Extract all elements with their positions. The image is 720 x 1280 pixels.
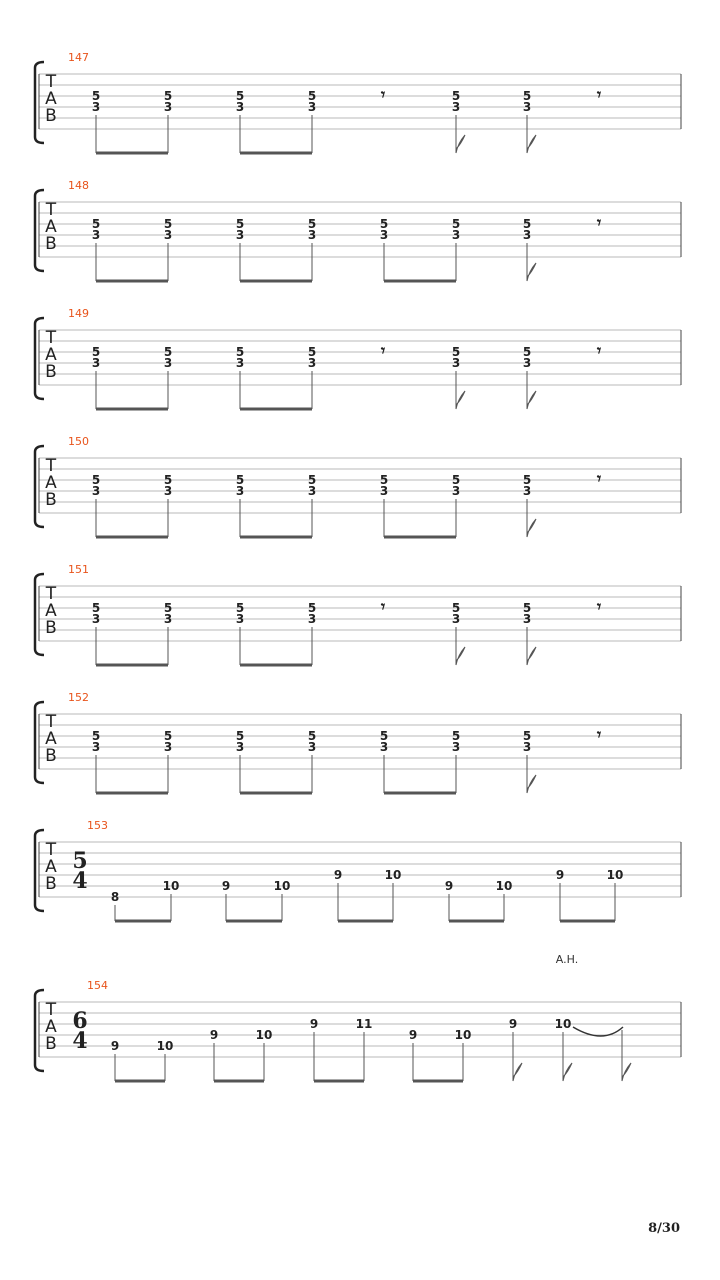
fret-number: 5 (522, 729, 532, 743)
eighth-note-flag (513, 1063, 522, 1081)
tab-clef-letter-a: A (45, 857, 57, 877)
fret-number: 5 (451, 729, 461, 743)
fret-number: 10 (554, 1017, 572, 1031)
fret-number: 3 (91, 484, 101, 498)
fret-number: 9 (209, 1028, 219, 1042)
fret-number: 5 (451, 345, 461, 359)
fret-number: 3 (163, 100, 173, 114)
fret-number: 5 (91, 345, 101, 359)
eighth-note-flag (563, 1063, 572, 1081)
fret-number: 3 (379, 228, 389, 242)
fret-number: 5 (235, 601, 245, 615)
fret-number: 3 (307, 228, 317, 242)
fret-number: 3 (163, 484, 173, 498)
measure-number: 153 (87, 819, 108, 832)
eighth-rest: 𝄾 (596, 597, 602, 616)
artificial-harmonic-label: A.H. (555, 953, 579, 966)
eighth-note-flag (527, 391, 536, 409)
fret-number: 3 (235, 100, 245, 114)
fret-number: 5 (379, 473, 389, 487)
fret-number: 3 (522, 612, 532, 626)
fret-number: 10 (273, 879, 291, 893)
fret-number: 3 (235, 740, 245, 754)
fret-number: 9 (508, 1017, 518, 1031)
fret-number: 9 (333, 868, 343, 882)
measure-number: 154 (87, 979, 108, 992)
tab-clef-letter-a: A (45, 89, 57, 109)
page-number: 8/30 (648, 1221, 680, 1236)
fret-number: 3 (91, 100, 101, 114)
fret-number: 9 (221, 879, 231, 893)
fret-number: 5 (91, 729, 101, 743)
time-signature-top: 5 (72, 848, 88, 874)
tab-clef-letter-t: T (45, 72, 57, 92)
fret-number: 3 (235, 228, 245, 242)
fret-number: 9 (110, 1039, 120, 1053)
fret-number: 5 (91, 89, 101, 103)
fret-number: 5 (522, 89, 532, 103)
fret-number: 5 (163, 601, 173, 615)
tab-clef-letter-b: B (45, 234, 57, 254)
eighth-rest: 𝄾 (380, 341, 386, 360)
fret-number: 3 (163, 228, 173, 242)
fret-number: 9 (555, 868, 565, 882)
measure-number: 150 (68, 435, 89, 448)
eighth-note-flag (527, 775, 536, 793)
fret-number: 10 (384, 868, 402, 882)
fret-number: 5 (379, 729, 389, 743)
fret-number: 3 (307, 740, 317, 754)
measure-number: 151 (68, 563, 89, 576)
eighth-rest: 𝄾 (596, 341, 602, 360)
tab-clef-letter-t: T (45, 328, 57, 348)
fret-number: 3 (451, 356, 461, 370)
measure-number: 149 (68, 307, 89, 320)
fret-number: 3 (451, 612, 461, 626)
fret-number: 3 (522, 356, 532, 370)
fret-number: 3 (307, 356, 317, 370)
fret-number: 5 (451, 217, 461, 231)
fret-number: 5 (379, 217, 389, 231)
fret-number: 3 (91, 356, 101, 370)
eighth-note-flag (456, 135, 465, 153)
eighth-rest: 𝄾 (596, 725, 602, 744)
eighth-rest: 𝄾 (596, 85, 602, 104)
eighth-note-flag (527, 135, 536, 153)
tab-clef-letter-t: T (45, 584, 57, 604)
tab-clef-letter-a: A (45, 473, 57, 493)
tab-clef-letter-a: A (45, 217, 57, 237)
fret-number: 5 (451, 601, 461, 615)
fret-number: 10 (162, 879, 180, 893)
tab-clef-letter-b: B (45, 1034, 57, 1054)
tab-clef-letter-b: B (45, 362, 57, 382)
tab-clef-letter-t: T (45, 712, 57, 732)
fret-number: 5 (307, 473, 317, 487)
tab-clef-letter-a: A (45, 601, 57, 621)
tab-clef-letter-b: B (45, 874, 57, 894)
eighth-note-flag (527, 647, 536, 665)
fret-number: 3 (307, 484, 317, 498)
fret-number: 5 (235, 473, 245, 487)
eighth-rest: 𝄾 (596, 213, 602, 232)
eighth-rest: 𝄾 (380, 597, 386, 616)
fret-number: 10 (454, 1028, 472, 1042)
time-signature-bottom: 4 (72, 868, 88, 894)
fret-number: 9 (444, 879, 454, 893)
fret-number: 3 (379, 740, 389, 754)
eighth-note-flag (456, 391, 465, 409)
time-signature-bottom: 4 (72, 1028, 88, 1054)
fret-number: 5 (451, 89, 461, 103)
fret-number: 3 (451, 228, 461, 242)
fret-number: 11 (355, 1017, 373, 1031)
time-signature-top: 6 (72, 1008, 88, 1034)
fret-number: 5 (235, 729, 245, 743)
fret-number: 10 (606, 868, 624, 882)
eighth-note-flag (527, 519, 536, 537)
fret-number: 5 (91, 473, 101, 487)
fret-number: 5 (91, 217, 101, 231)
fret-number: 5 (91, 601, 101, 615)
fret-number: 3 (235, 612, 245, 626)
fret-number: 5 (163, 729, 173, 743)
fret-number: 10 (255, 1028, 273, 1042)
tab-clef-letter-a: A (45, 345, 57, 365)
fret-number: 9 (408, 1028, 418, 1042)
tab-clef-letter-t: T (45, 840, 57, 860)
measure-number: 148 (68, 179, 89, 192)
fret-number: 5 (235, 345, 245, 359)
fret-number: 5 (522, 473, 532, 487)
fret-number: 5 (163, 89, 173, 103)
fret-number: 5 (163, 217, 173, 231)
fret-number: 3 (379, 484, 389, 498)
fret-number: 3 (307, 612, 317, 626)
tab-clef-letter-b: B (45, 746, 57, 766)
fret-number: 3 (235, 484, 245, 498)
tab-clef-letter-t: T (45, 456, 57, 476)
fret-number: 5 (307, 89, 317, 103)
fret-number: 3 (163, 740, 173, 754)
fret-number: 5 (307, 729, 317, 743)
fret-number: 5 (307, 217, 317, 231)
tab-clef-letter-a: A (45, 1017, 57, 1037)
fret-number: 5 (307, 345, 317, 359)
measure-number: 152 (68, 691, 89, 704)
fret-number: 3 (522, 228, 532, 242)
eighth-rest: 𝄾 (596, 469, 602, 488)
fret-number: 10 (156, 1039, 174, 1053)
fret-number: 3 (451, 484, 461, 498)
fret-number: 5 (235, 89, 245, 103)
fret-number: 8 (110, 890, 120, 904)
tab-clef-letter-b: B (45, 618, 57, 638)
tab-clef-letter-a: A (45, 729, 57, 749)
fret-number: 3 (451, 100, 461, 114)
eighth-rest: 𝄾 (380, 85, 386, 104)
eighth-note-flag (622, 1063, 631, 1081)
fret-number: 5 (307, 601, 317, 615)
fret-number: 3 (163, 612, 173, 626)
eighth-note-flag (527, 263, 536, 281)
fret-number: 5 (522, 345, 532, 359)
fret-number: 3 (91, 740, 101, 754)
fret-number: 5 (163, 345, 173, 359)
tab-clef-letter-t: T (45, 200, 57, 220)
fret-number: 3 (307, 100, 317, 114)
measure-number: 147 (68, 51, 89, 64)
eighth-note-flag (456, 647, 465, 665)
fret-number: 10 (495, 879, 513, 893)
tab-clef-letter-b: B (45, 490, 57, 510)
fret-number: 3 (91, 612, 101, 626)
fret-number: 3 (91, 228, 101, 242)
fret-number: 3 (522, 100, 532, 114)
fret-number: 3 (522, 484, 532, 498)
fret-number: 5 (522, 217, 532, 231)
fret-number: 5 (522, 601, 532, 615)
tab-clef-letter-b: B (45, 106, 57, 126)
fret-number: 5 (163, 473, 173, 487)
fret-number: 3 (451, 740, 461, 754)
tab-clef-letter-t: T (45, 1000, 57, 1020)
fret-number: 5 (235, 217, 245, 231)
fret-number: 3 (163, 356, 173, 370)
fret-number: 5 (451, 473, 461, 487)
fret-number: 9 (309, 1017, 319, 1031)
fret-number: 3 (522, 740, 532, 754)
fret-number: 3 (235, 356, 245, 370)
